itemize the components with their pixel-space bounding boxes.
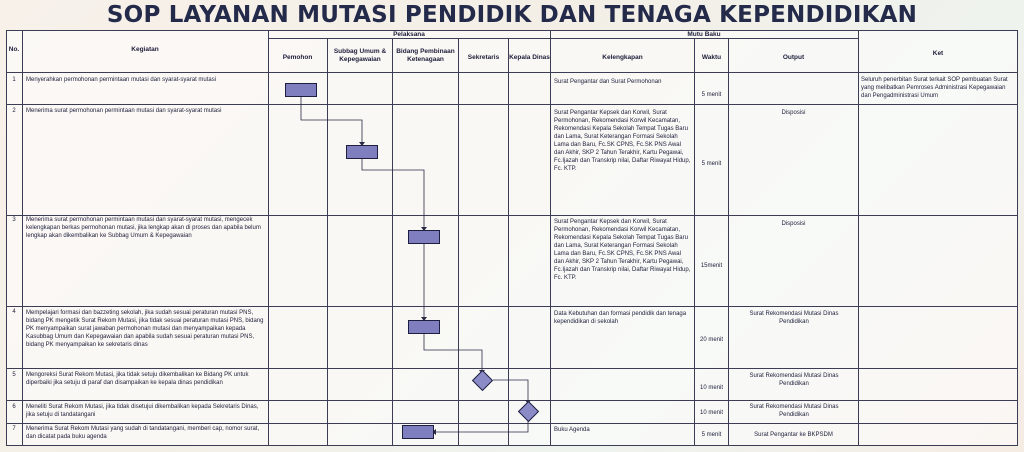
row-4-no: 4 [12,309,16,315]
row-4-kegiatan: Mempelajari formasi dan bazzeting sekolah, jika sudah sesuai peraturan mutasi PNS, bidang PK mengetik Surat Rekom Mutasi, jika tidak sesuai peraturan mutasi PNS, bidang PK menyampaikan surat jawaban permohonan mutasi dan menyampaikan kepada Kasubbag Umum dan Kepegawaian dan apabila sudah sesuai peraturan mutasi PNS, bidang PK menyampaikan ke sekretaris dinas [26,310,264,348]
row-6-waktu: 10 menit [699,410,723,416]
row-7-kegiatan: Menerima Surat Rekom Mutasi yang sudah di tandatangani, memberi cap, nomor surat, dan dicatat pada buku agenda [26,426,260,440]
row-1-ket: Seluruh penerbitan Surat terkait SOP pembuatan Surat yang melibatkan Pemroses Administrasi Kepegawaian dan Pengadministrasi Umum [861,77,1008,99]
header-pelaksana: Pelaksana [393,31,425,38]
row-7-output: Surat Pengantar ke BKPSDM [754,432,833,438]
row-2-kegiatan: Menerima surat permohonan permintaan mutasi dan syarat-syarat mutasi [26,108,222,114]
activity-box-1 [285,83,317,97]
row-3-kegiatan: Menerima surat permohonan permintaan mutasi dan syarat-syarat mutasi, mengecek kelengkapan berkas permohonan mutasi, jika lengkap akan di proses dan apabila belum lengkap akan dikembalikan ke Subbag Umum & Kepegawaian [26,217,261,239]
row-5-output: Surat Rekomendasi Mutasi Dinas Pendidikan [749,373,839,387]
activity-box-3 [408,230,440,244]
flowchart-connectors [6,30,1018,446]
row-6-kegiatan: Meneliti Surat Rekom Mutasi, jika tidak disetujui dikembalikan kepada Sekretaris Dinas, jika setuju di tandatangani [26,404,259,418]
row-2-no: 2 [12,108,16,114]
activity-box-2 [346,145,378,159]
row-7-waktu: 5 menit [701,432,722,438]
row-3-kelengkapan: Surat Pengantar Kepsek dan Korwil, Surat Permohonan, Rekomendasi Korwil Kecamatan, Rekomendasi Kepala Sekolah Tempat Tugas Baru dan Lama, Surat Keterangan Formasi Sekolah Lama dan Baru, Fc.SK CPNS, Fc.SK PNS Awal dan Akhir, SKP 2 Tahun Terakhir, Kartu Pegawai, Fc.Ijazah dan Transkrip nilai, Daftar Riwayat Hidup, Fc. KTP. [554,219,691,281]
row-5-waktu: 10 menit [699,385,723,391]
header-kepala-dinas: Kepala Dinas [509,54,550,61]
row-3-no: 3 [12,217,16,223]
row-7-kelengkapan: Buku Agenda [554,427,590,433]
row-5-no: 5 [12,372,16,378]
row-2-waktu: 5 menit [701,161,722,167]
row-1-kelengkapan: Surat Pengantar dan Surat Permohonan [554,79,662,85]
row-2-kelengkapan: Surat Pengantar Kepsek dan Korwil, Surat Permohonan, Rekomendasi Korwil Kecamatan, Rekomendasi Kepala Sekolah Tempat Tugas Baru dan Lama, Surat Keterangan Formasi Sekolah Lama dan Baru, Fc.SK CPNS, Fc.SK PNS Awal dan Akhir, SKP 2 Tahun Terakhir, Kartu Pegawai, Fc.Ijazah dan Transkrip nilai, Daftar Riwayat Hidup, Fc. KTP. [554,110,691,172]
sop-table [6,30,1018,446]
row-6-output: Surat Rekomendasi Mutasi Dinas Pendidikan [749,404,839,418]
header-waktu: Waktu [701,54,722,61]
header-kegiatan: Kegiatan [131,46,159,53]
row-3-output: Disposisi [781,221,806,227]
header-ket: Ket [932,50,944,57]
header-output: Output [782,54,805,61]
row-1-no: 1 [12,77,16,83]
row-4-output: Surat Rekomendasi Mutasi Dinas Pendidikan [749,311,839,325]
connector-5-6 [493,380,528,403]
connector-1-2 [301,90,362,145]
header-pemohon: Pemohon [282,54,313,61]
activity-box-7 [402,425,434,439]
activity-box-4 [408,320,440,334]
header-sekretaris: Sekretaris [467,54,500,61]
page-title: SOP LAYANAN MUTASI PENDIDIK DAN TENAGA KEPENDIDIKAN [106,2,918,28]
row-6-no: 6 [12,404,16,410]
connector-6-7 [433,419,528,432]
connector-2-3 [362,159,424,230]
header-kelengkapan: Kelengkapan [602,54,643,61]
row-1-kegiatan: Menyerahkan permohonan permintaan mutasi dan syarat-syarat mutasi [26,77,217,83]
header-mutu-baku: Mutu Baku [687,31,721,38]
row-4-kelengkapan: Data Kebutuhan dan formasi pendidik dan tenaga kependidikan di sekolah [554,311,687,325]
header-no: No. [8,46,20,53]
row-7-no: 7 [12,426,16,432]
row-5-kegiatan: Mengoreksi Surat Rekom Mutasi, jika tidak setuju dikembalikan ke Bidang PK untuk diperbaiki jika setuju di paraf dan disampaikan ke kepala dinas pendidikan [26,372,249,386]
header-bidang: Bidang Pembinaan Ketenagaan [396,48,455,63]
row-1-waktu: 5 menit [701,92,722,98]
row-4-waktu: 20 menit [699,337,723,343]
connector-4-5 [424,334,482,373]
header-subbag: Subbag Umum & Kepegawaian [333,48,387,63]
row-2-output: Disposisi [781,110,806,116]
row-3-waktu: 15menit [700,263,723,269]
